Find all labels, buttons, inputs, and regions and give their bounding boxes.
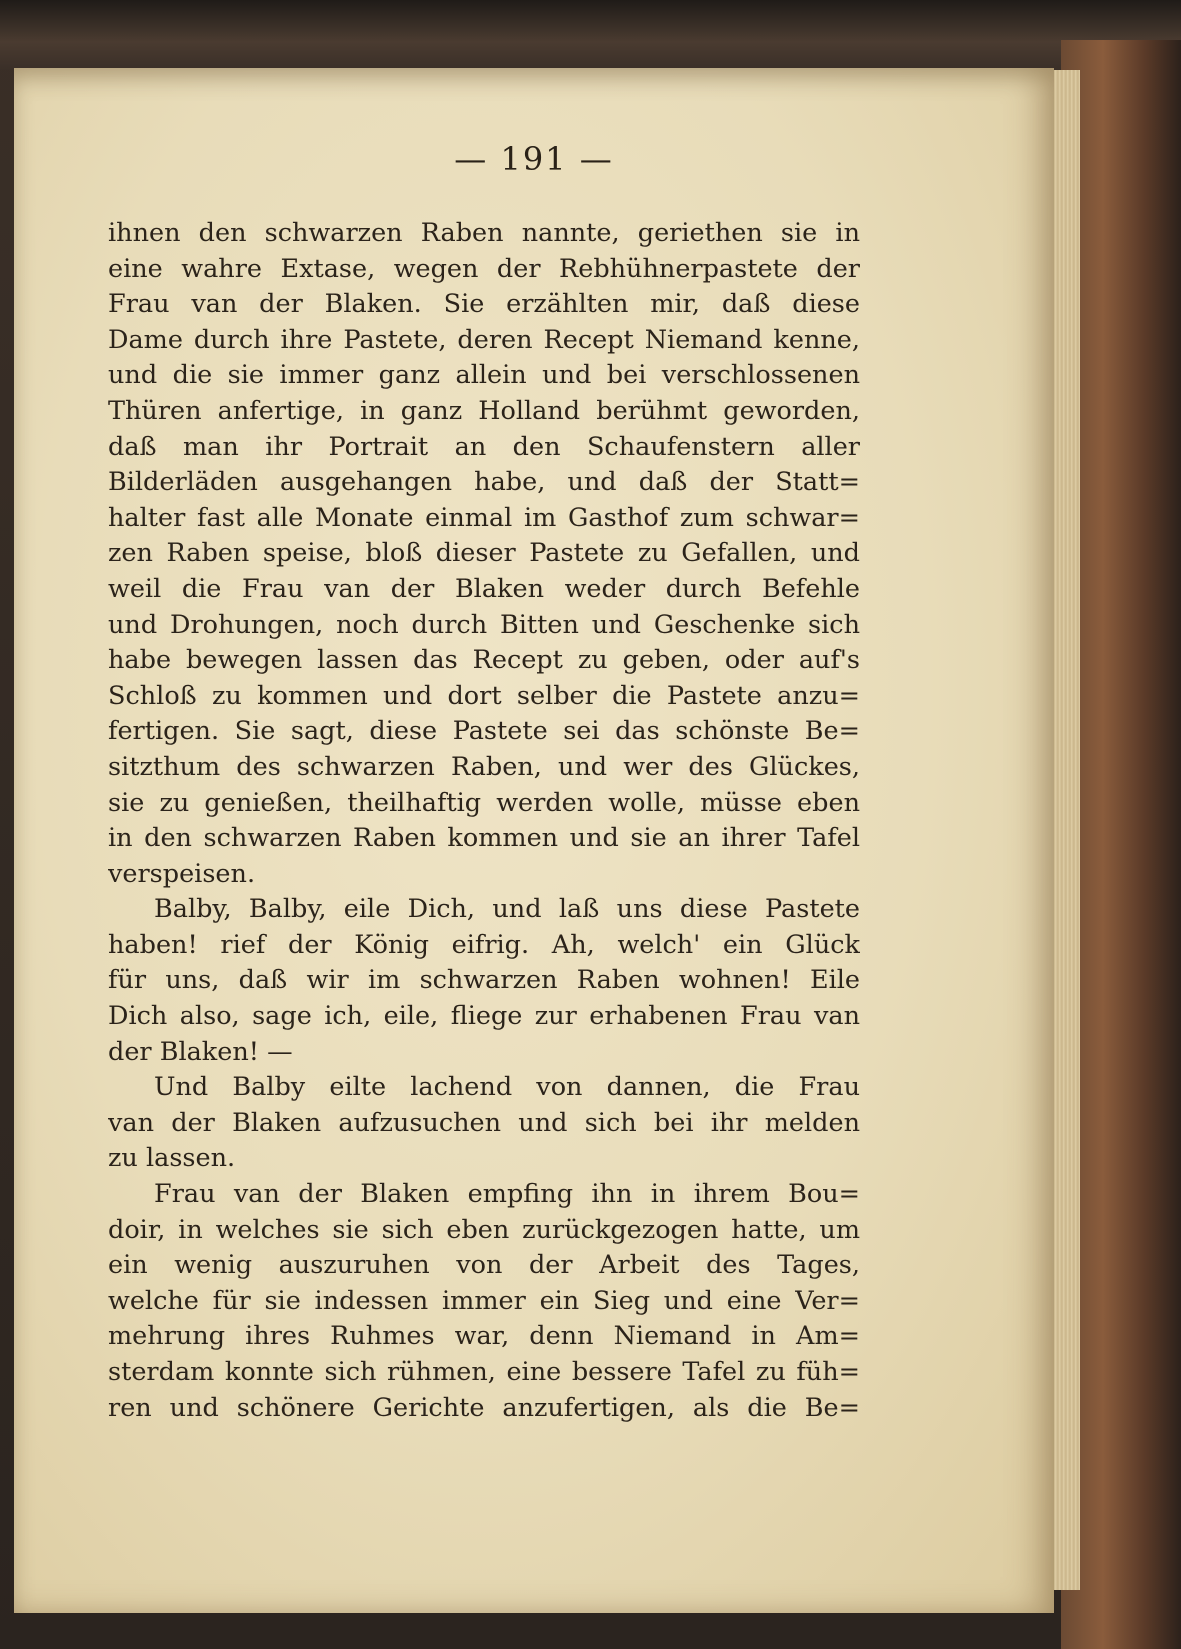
text-line: van der Blaken aufzusuchen und sich bei ihr melden xyxy=(108,1107,860,1138)
text-line: weil die Frau van der Blaken weder durch Befehle xyxy=(108,573,860,604)
book-page xyxy=(14,68,1054,1613)
text-line: in den schwarzen Raben kommen und sie an ihrer Tafel xyxy=(108,823,860,854)
text-line: Balby, Balby, eile Dich, und laß uns diese Pastete xyxy=(154,894,860,925)
text-line: welche für sie indessen immer ein Sieg und eine Ver= xyxy=(108,1285,860,1316)
text-line: Schloß zu kommen und dort selber die Pastete anzu= xyxy=(108,680,860,711)
text-line: Dame durch ihre Pastete, deren Recept Niemand kenne, xyxy=(108,324,860,355)
page-body-text xyxy=(108,216,860,1426)
text-line: zen Raben speise, bloß dieser Pastete zu Gefallen, und xyxy=(108,538,860,569)
text-line: Bilderläden ausgehangen habe, und daß der Statt= xyxy=(108,467,860,498)
text-line: Thüren anfertige, in ganz Holland berühmt geworden, xyxy=(108,395,860,426)
text-line: zu lassen. xyxy=(108,1143,236,1174)
text-line: und Drohungen, noch durch Bitten und Geschenke sich xyxy=(108,609,860,640)
text-line: habe bewegen lassen das Recept zu geben, oder auf's xyxy=(108,645,860,676)
text-line: fertigen. Sie sagt, diese Pastete sei das schönste Be= xyxy=(108,716,860,747)
text-line: Frau van der Blaken empfing ihn in ihrem Bou= xyxy=(154,1179,860,1210)
text-line: haben! rief der König eifrig. Ah, welch' ein Glück xyxy=(108,929,860,960)
text-line: sie zu genießen, theilhaftig werden wolle, müsse eben xyxy=(108,787,860,818)
text-line: doir, in welches sie sich eben zurückgezogen hatte, um xyxy=(108,1214,860,1245)
text-line: eine wahre Extase, wegen der Rebhühnerpastete der xyxy=(108,253,860,284)
text-line: und die sie immer ganz allein und bei verschlossenen xyxy=(108,360,860,391)
text-line: Dich also, sage ich, eile, fliege zur erhabenen Frau van xyxy=(108,1001,860,1032)
text-line: daß man ihr Portrait an den Schaufenstern aller xyxy=(108,431,860,462)
text-line: ihnen den schwarzen Raben nannte, geriethen sie in xyxy=(108,218,860,248)
text-line: für uns, daß wir im schwarzen Raben wohnen! Eile xyxy=(108,965,860,996)
book-cover-top xyxy=(0,0,1181,70)
text-line: sitzthum des schwarzen Raben, und wer des Glückes, xyxy=(108,751,860,782)
text-line: ein wenig auszuruhen von der Arbeit des Tages, xyxy=(108,1250,860,1281)
text-line: halter fast alle Monate einmal im Gasthof zum schwar= xyxy=(108,502,860,533)
text-line: Und Balby eilte lachend von dannen, die Frau xyxy=(154,1072,860,1103)
text-line: ren und schönere Gerichte anzufertigen, als die Be= xyxy=(108,1392,860,1423)
text-line: sterdam konnte sich rühmen, eine bessere Tafel zu füh= xyxy=(108,1357,860,1387)
text-line: verspeisen. xyxy=(108,858,256,889)
text-line: mehrung ihres Ruhmes war, denn Niemand in Am= xyxy=(108,1321,860,1352)
text-line: der Blaken! — xyxy=(108,1036,293,1067)
text-line: Frau van der Blaken. Sie erzählten mir, daß diese xyxy=(108,289,860,320)
page-number: — 191 — xyxy=(454,140,614,178)
